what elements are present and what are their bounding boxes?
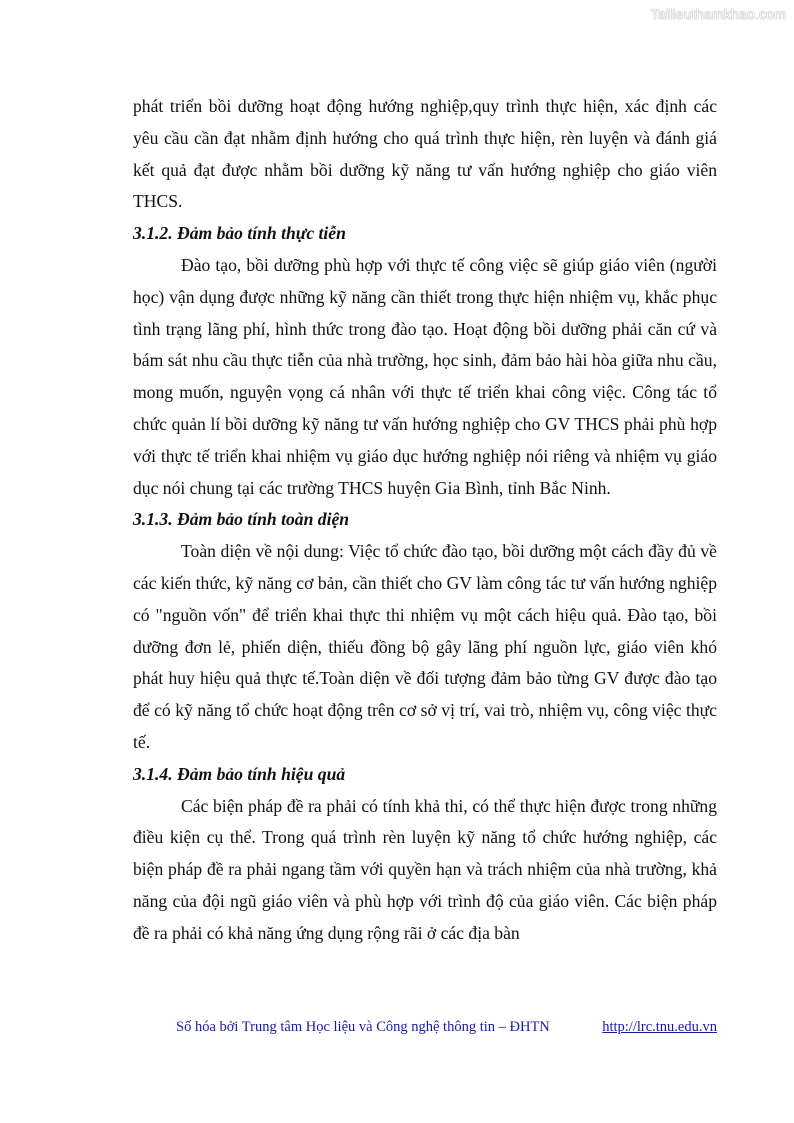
paragraph-intro-continuation: phát triển bồi dưỡng hoạt động hướng nghiệp,quy trình thực hiện, xác định các yêu cầu cần đạt nhằm định hướng cho quá trình thực hiện, rèn luyện và đánh giá kết quả đạt được nhằm bồi dưỡng kỹ năng tư vấn hướng nghiệp cho giáo viên THCS. bbox=[133, 96, 717, 212]
paragraph-effectiveness: Các biện pháp đề ra phải có tính khả thi, có thể thực hiện được trong những điều kiện cụ thể. Trong quá trình rèn luyện kỹ năng tổ chức hướng nghiệp, các biện pháp đề ra phải ngang tầm với quyền hạn và trách nhiệm của nhà trường, khả năng của đội ngũ giáo viên và phù hợp với trình độ của giáo viên. Các biện pháp đề ra phải có khả năng ứng dụng rộng rãi ở các địa bàn bbox=[133, 795, 717, 943]
paragraph-practicality: Đào tạo, bồi dưỡng phù hợp với thực tế công việc sẽ giúp giáo viên (người học) vận dụng được những kỹ năng cần thiết trong thực hiện nhiệm vụ, khắc phục tình trạng lãng phí, hình thức trong đào tạo. Hoạt động bồi dưỡng phải căn cứ và bám sát nhu cầu thực tiễn của nhà trường, học sinh, đảm bảo hài hòa giữa nhu cầu, mong muốn, nguyện vọng cá nhân với thực tế triển khai công việc. Công tác tổ chức quản lí bồi dưỡng kỹ năng tư vấn hướng nghiệp cho GV THCS phải phù hợp với thực tế triển khai nhiệm vụ giáo dục hướng nghiệp nói riêng và nhiệm vụ giáo dục nói chung tại các trường THCS huyện Gia Bình, tỉnh Bắc Ninh. bbox=[133, 254, 717, 498]
footer-link[interactable]: http://lrc.tnu.edu.vn bbox=[602, 1019, 717, 1035]
section-heading-3-1-3: 3.1.3. Đảm bảo tính toàn diện bbox=[133, 509, 350, 530]
section-heading-3-1-4: 3.1.4. Đảm bảo tính hiệu quả bbox=[133, 763, 346, 784]
watermark: Tailieuthamkhao.com bbox=[650, 6, 786, 22]
page-footer bbox=[176, 1019, 717, 1036]
footer-credit: Số hóa bởi Trung tâm Học liệu và Công nghệ thông tin – ĐHTN bbox=[176, 1019, 550, 1035]
paragraph-comprehensiveness: Toàn diện về nội dung: Việc tổ chức đào tạo, bồi dưỡng một cách đầy đủ về các kiến thức, kỹ năng cơ bản, cần thiết cho GV làm công tác tư vấn hướng nghiệp có "nguồn vốn" để triển khai thực thi nhiệm vụ một cách hiệu quả. Đào tạo, bồi dưỡng đơn lẻ, phiến diện, thiếu đồng bộ gây lãng phí nguồn lực, giáo viên khó phát huy hiệu quả thực tế.Toàn diện về đối tượng đảm bảo từng GV được đào tạo để có kỹ năng tổ chức hoạt động trên cơ sở vị trí, vai trò, nhiệm vụ, công việc thực tế. bbox=[133, 541, 717, 752]
section-heading-3-1-2: 3.1.2. Đảm bảo tính thực tiễn bbox=[133, 223, 346, 244]
document-body bbox=[133, 91, 717, 950]
